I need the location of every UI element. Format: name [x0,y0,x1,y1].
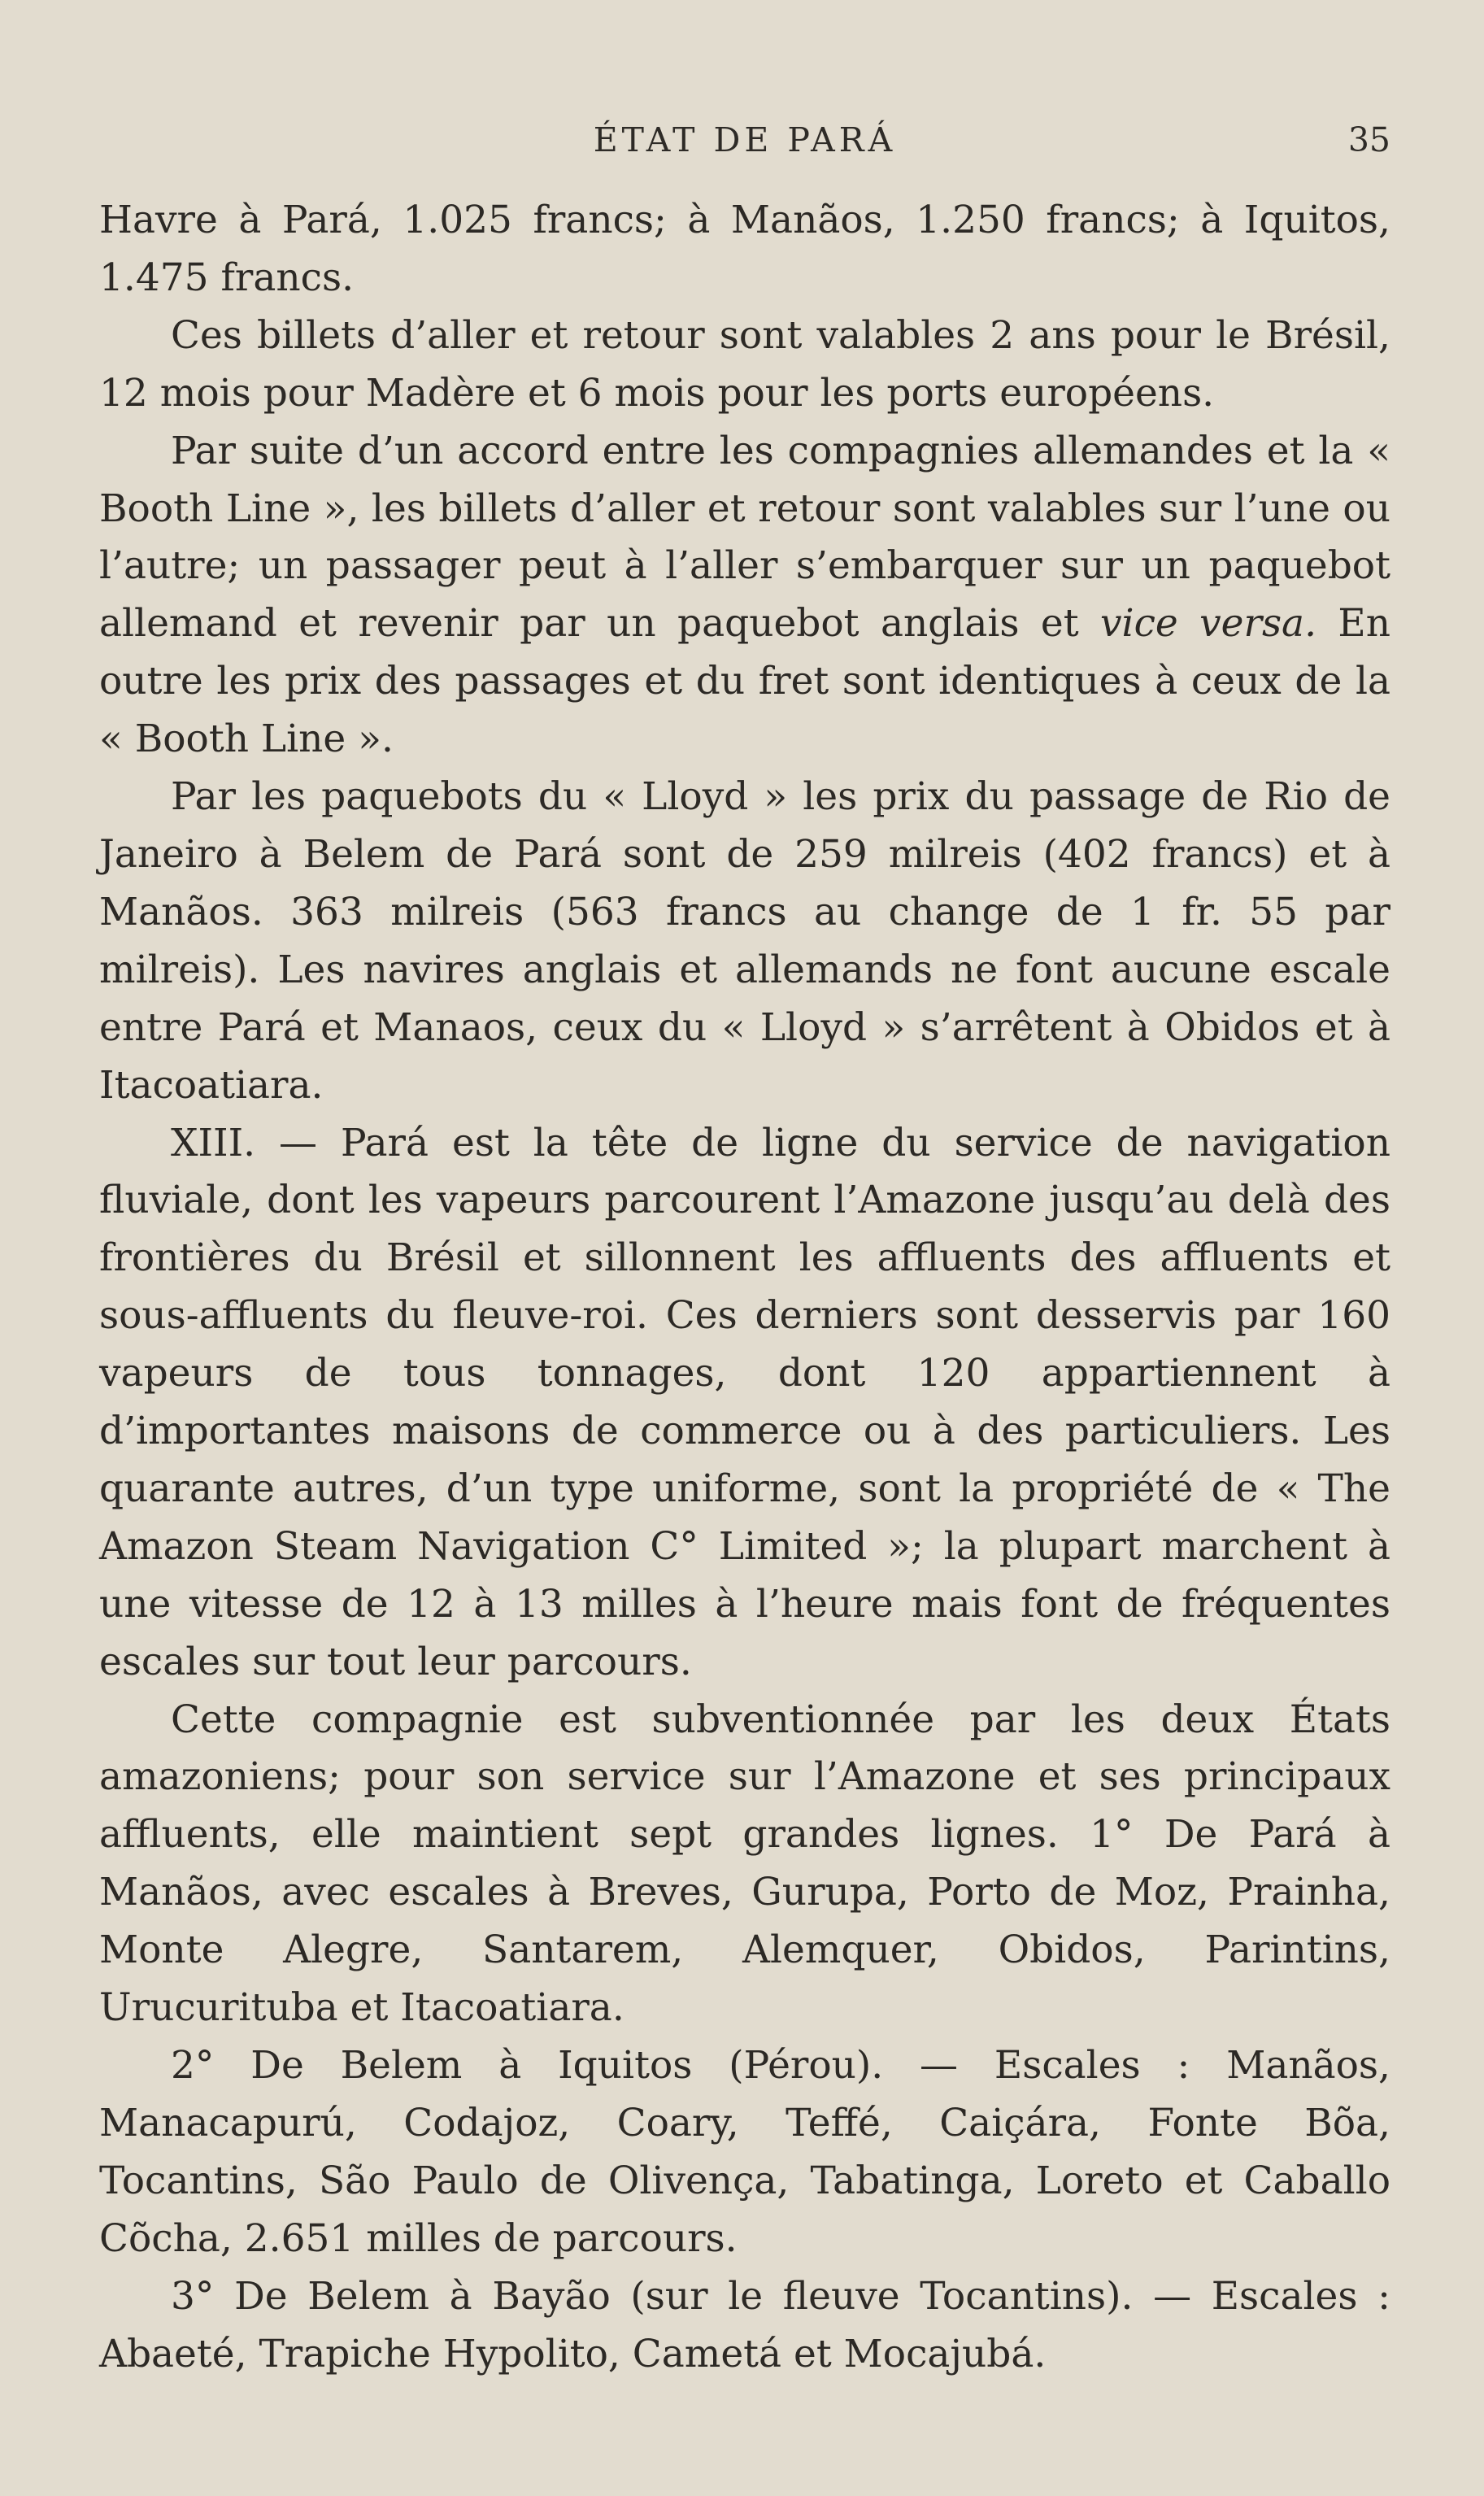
running-head [99,120,1390,169]
paragraph: 3° De Belem à Bayão (sur le fleuve Tocantins). — Escales : Abaeté, Trapiche Hypolito, Cametá et Mocajubá. [99,2273,1390,2376]
running-title: ÉTAT DE PARÁ [593,120,897,159]
paragraph: 2° De Belem à Iquitos (Pérou). — Escales : Manãos, Manacapurú, Codajoz, Coary, Teffé, Caiçára, Fonte Bõa, Tocantins, São Paulo de Olivença, Tabatinga, Loreto et Caballo Cõcha, 2.651 milles de parcours. [99,2043,1390,2261]
italic-phrase: vice versa. [1100,601,1317,647]
paragraph: Par les paquebots du « Lloyd » les prix du passage de Rio de Janeiro à Belem de Pará sont de 259 milreis (402 francs) et à Manãos. 363 milreis (563 francs au change de 1 fr. 55 par milreis). Les navires anglais et allemands ne font aucune escale entre Pará et Manaos, ceux du « Lloyd » s’arrêtent à Obidos et à Itacoatiara. [99,774,1390,1108]
paragraph: Havre à Pará, 1.025 francs; à Manãos, 1.250 francs; à Iquitos, 1.475 francs. [99,198,1390,300]
paragraph [99,423,1390,769]
body-text [99,192,1390,2383]
paragraph: XIII. — Pará est la tête de ligne du service de navigation fluviale, dont les vapeurs parcourent l’Amazone jusqu’au delà des frontières du Brésil et sillonnent les affluents des affluents et sous-affluents du fleuve-roi. Ces derniers sont desservis par 160 vapeurs de tous tonnages, dont 120 appartiennent à d’importantes maisons de commerce ou à des particuliers. Les quarante autres, d’un type uniforme, sont la propriété de « The Amazon Steam Navigation C° Limited »; la plupart marchent à une vitesse de 12 à 13 milles à l’heure mais font de fréquentes escales sur tout leur parcours. [99,1120,1390,1684]
paragraph: Cette compagnie est subventionnée par les deux États amazoniens; pour son service sur l’Amazone et ses principaux affluents, elle maintient sept grandes lignes. 1° De Pará à Manãos, avec escales à Breves, Gurupa, Porto de Moz, Prainha, Monte Alegre, Santarem, Alemquer, Obidos, Parintins, Urucurituba et Itacoatiara. [99,1697,1390,2031]
paragraph-text: Par suite d’un accord entre les compagnies allemandes et la « Booth Line », les billets d’aller et retour sont valables sur l’une ou l’autre; un passager peut à l’aller s’embarquer sur un paquebot allemand et revenir par un paquebot anglais et [99,428,1390,647]
paragraph: Ces billets d’aller et retour sont valables 2 ans pour le Brésil, 12 mois pour Madère et 6 mois pour les ports européens. [99,312,1390,416]
page-number: 35 [1347,120,1390,159]
paragraph-text: En outre les prix des passages et du fret sont identiques à ceux de la « Booth Line ». [99,601,1390,762]
